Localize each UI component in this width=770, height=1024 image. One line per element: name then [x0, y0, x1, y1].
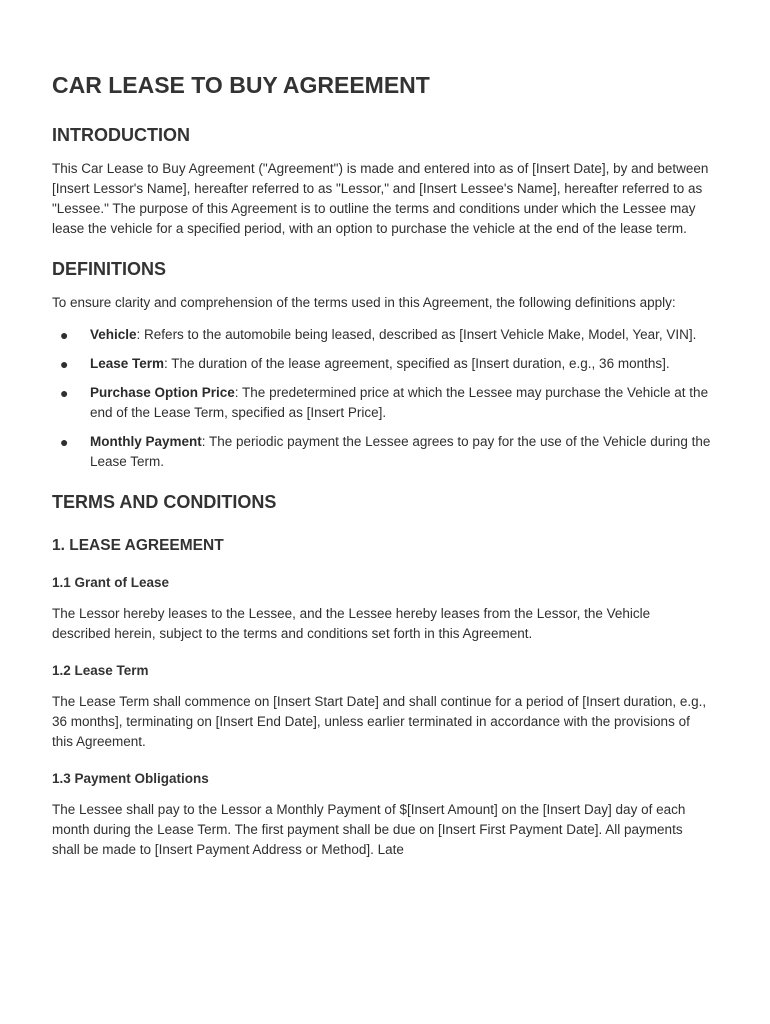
introduction-text: This Car Lease to Buy Agreement ("Agreement") is made and entered into as of [Insert Date], by and between [Insert Lessor's Name], hereafter referred to as "Lessor," and [Insert Lessee's Name], hereafter referred to as "Lessee." The purpose of this Agreement is to outline the terms and conditions under which the Lessee may lease the vehicle for a specified period, with an option to purchase the vehicle at the end of the lease term.: [52, 161, 709, 236]
payment-obligations-heading: 1.3 Payment Obligations: [52, 771, 209, 786]
definition-term: Purchase Option Price: [90, 385, 235, 400]
definitions-list: [52, 325, 712, 472]
lease-term-text: The Lease Term shall commence on [Insert Start Date] and shall continue for a period of [Insert duration, e.g., 36 months], terminating on [Insert End Date], unless earlier terminated in accordance with the provisions of this Agreement.: [52, 694, 707, 749]
document-title: CAR LEASE TO BUY AGREEMENT: [52, 72, 430, 98]
grant-of-lease-heading: 1.1 Grant of Lease: [52, 575, 170, 590]
lease-agreement-heading: 1. LEASE AGREEMENT: [52, 537, 224, 554]
terms-heading: TERMS AND CONDITIONS: [52, 492, 277, 512]
definition-text: : The duration of the lease agreement, specified as [Insert duration, e.g., 36 months].: [164, 356, 670, 371]
definition-term: Vehicle: [90, 327, 137, 342]
definitions-intro: To ensure clarity and comprehension of the terms used in this Agreement, the following definitions apply:: [52, 295, 676, 310]
lease-term-heading: 1.2 Lease Term: [52, 663, 149, 678]
definition-term: Lease Term: [90, 356, 165, 371]
introduction-heading: INTRODUCTION: [52, 125, 190, 145]
payment-obligations-text: The Lessee shall pay to the Lessor a Monthly Payment of $[Insert Amount] on the [Insert Day] day of each month during the Lease Term. The first payment shall be due on [Insert First Payment Date]. All payments shall be made to [Insert Payment Address or Method]. Late: [52, 802, 686, 857]
bullet-icon: ●: [60, 327, 69, 343]
bullet-icon: ●: [60, 356, 69, 372]
definition-item-purchase-option-price: [52, 383, 712, 423]
definition-item-vehicle: [52, 325, 712, 345]
bullet-icon: ●: [60, 385, 69, 401]
definition-term: Monthly Payment: [90, 434, 202, 449]
bullet-icon: ●: [60, 434, 69, 450]
definition-text: : Refers to the automobile being leased, described as [Insert Vehicle Make, Model, Year, VIN].: [136, 327, 697, 342]
definition-item-lease-term: [52, 354, 712, 374]
definitions-heading: DEFINITIONS: [52, 259, 167, 279]
grant-of-lease-text: The Lessor hereby leases to the Lessee, and the Lessee hereby leases from the Lessor, the Vehicle described herein, subject to the terms and conditions set forth in this Agreement.: [52, 606, 651, 641]
definition-text: : The predetermined price at which the Lessee may purchase the Vehicle at the end of the Lease Term, specified as [Insert Price].: [90, 385, 709, 420]
definition-item-monthly-payment: [52, 432, 712, 472]
definition-text: : The periodic payment the Lessee agrees to pay for the use of the Vehicle during the Lease Term.: [90, 434, 711, 469]
